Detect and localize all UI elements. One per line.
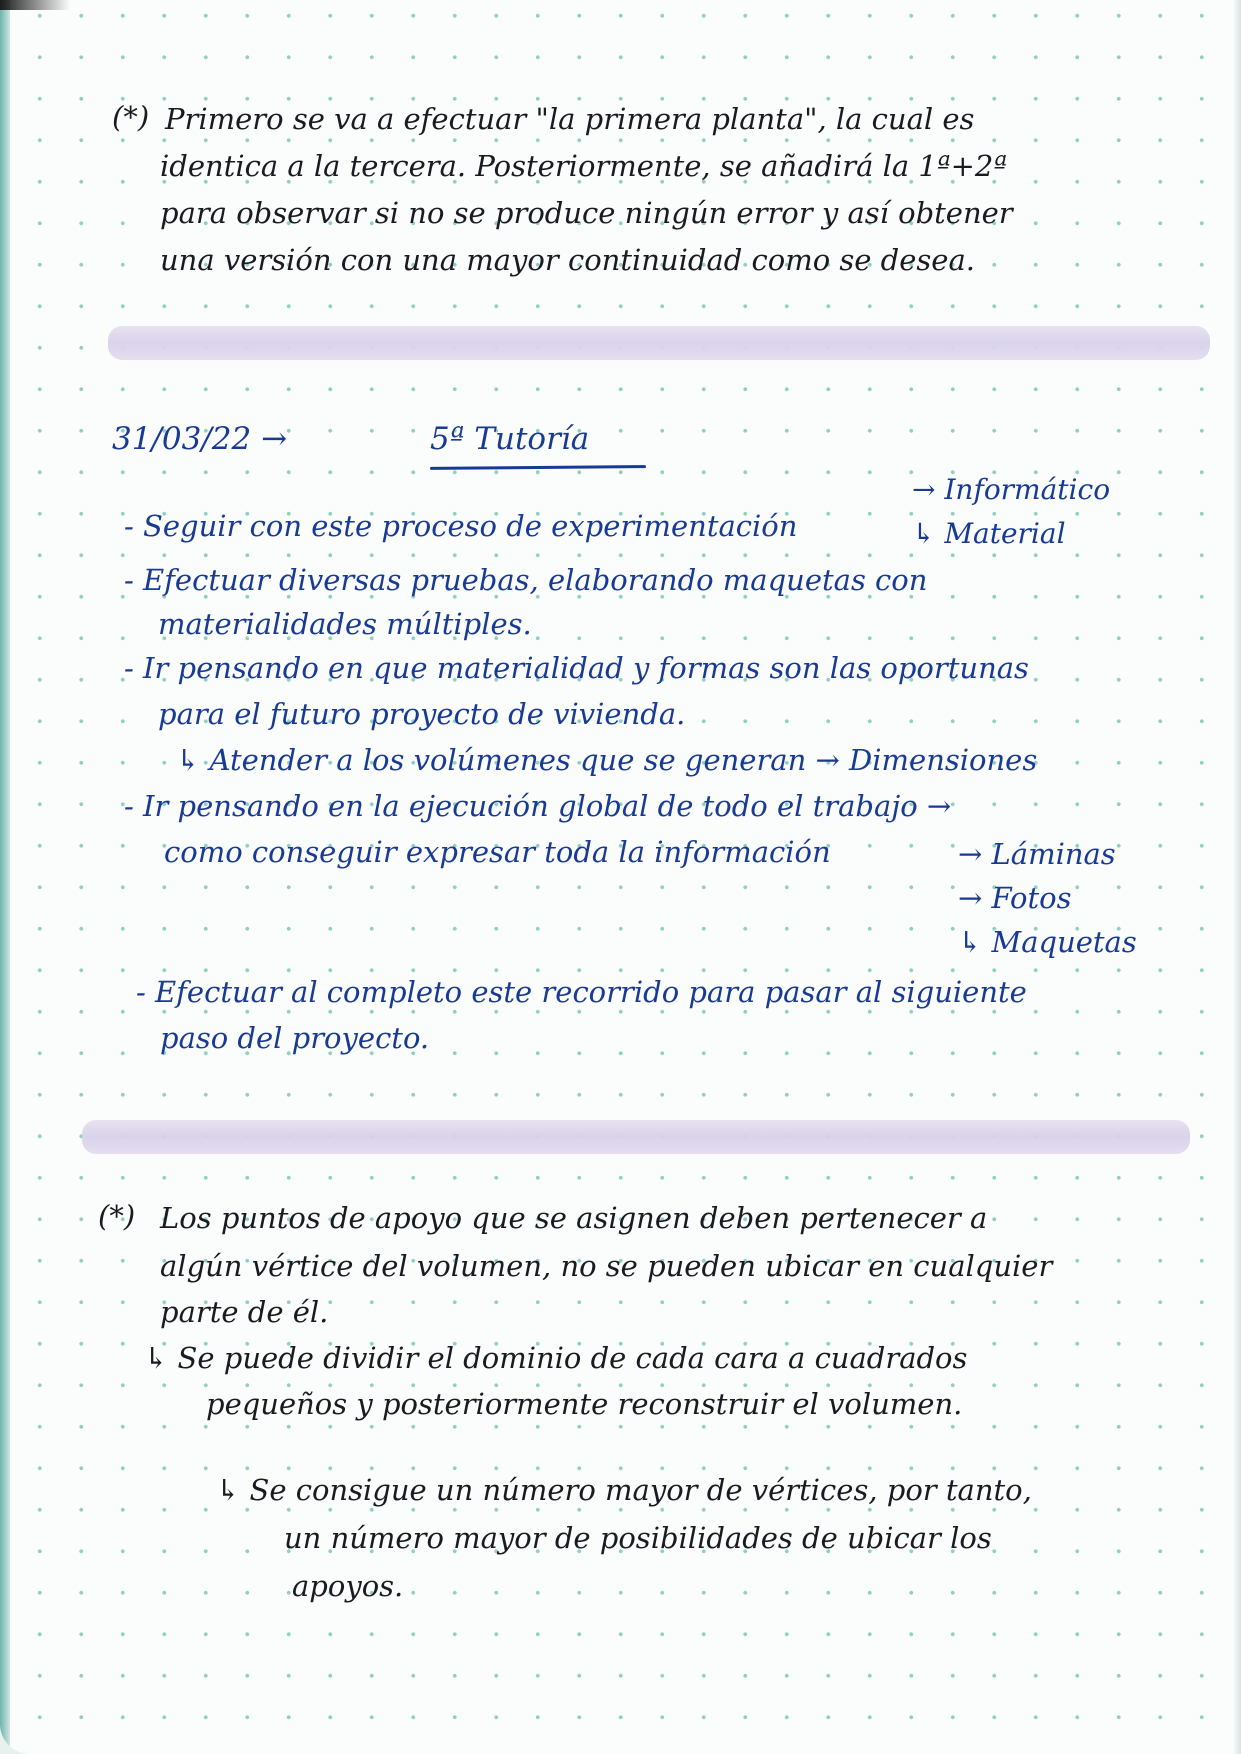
sub-note-line: un número mayor de posibilidades de ubicar los	[284, 1521, 992, 1555]
session-title: 5ª Tutoría	[430, 421, 590, 457]
list-item: - Ir pensando en que materialidad y formas son las oportunas	[124, 651, 1029, 685]
page-right-edge	[1233, 0, 1241, 1754]
output-item: → Fotos	[958, 881, 1072, 915]
branch-label: ↳ Material	[912, 517, 1066, 550]
page-corner-shadow	[0, 0, 70, 10]
asterisk-bullet-2: (*)	[98, 1199, 136, 1233]
list-item: paso del proyecto.	[160, 1021, 430, 1055]
sub-note-line: pequeños y posteriormente reconstruir el volumen.	[206, 1387, 963, 1421]
branch-label: → Informático	[912, 473, 1111, 506]
sub-note-line: apoyos.	[292, 1569, 404, 1603]
list-item: - Ir pensando en la ejecución global de todo el trabajo →	[124, 789, 952, 823]
note-line: una versión con una mayor continuidad como se desea.	[160, 243, 975, 277]
title-underline	[430, 465, 646, 470]
note-line: Los puntos de apoyo que se asignen deben pertenecer a	[160, 1201, 988, 1235]
note-line: parte de él.	[160, 1295, 329, 1329]
note-line: para observar si no se produce ningún error y así obtener	[160, 196, 1013, 230]
sub-note-line: ↳ Se consigue un número mayor de vértices, por tanto,	[216, 1473, 1032, 1507]
note-line: algún vértice del volumen, no se pueden ubicar en cualquier	[160, 1249, 1053, 1283]
output-item: ↳ Maquetas	[958, 925, 1137, 959]
list-item: - Efectuar diversas pruebas, elaborando maquetas con	[124, 563, 928, 597]
note-line: Primero se va a efectuar "la primera planta", la cual es	[165, 102, 975, 136]
page-binding-edge	[0, 0, 10, 1754]
highlighter-divider	[108, 326, 1210, 360]
list-item: ↳ Atender a los volúmenes que se generan → Dimensiones	[176, 743, 1038, 777]
asterisk-bullet-1: (*)	[112, 100, 150, 134]
list-item: como conseguir expresar toda la información	[164, 835, 831, 869]
output-item: → Láminas	[958, 837, 1116, 871]
highlighter-divider	[82, 1120, 1190, 1154]
list-item: materialidades múltiples.	[158, 607, 532, 641]
session-date: 31/03/22 →	[112, 421, 288, 457]
list-item: para el futuro proyecto de vivienda.	[158, 697, 686, 731]
list-item: - Seguir con este proceso de experimentación	[124, 509, 798, 543]
sub-note-line: ↳ Se puede dividir el dominio de cada cara a cuadrados	[144, 1341, 968, 1375]
list-item: - Efectuar al completo este recorrido para pasar al siguiente	[136, 975, 1027, 1009]
note-line: identica a la tercera. Posteriormente, se añadirá la 1ª+2ª	[160, 149, 1008, 183]
